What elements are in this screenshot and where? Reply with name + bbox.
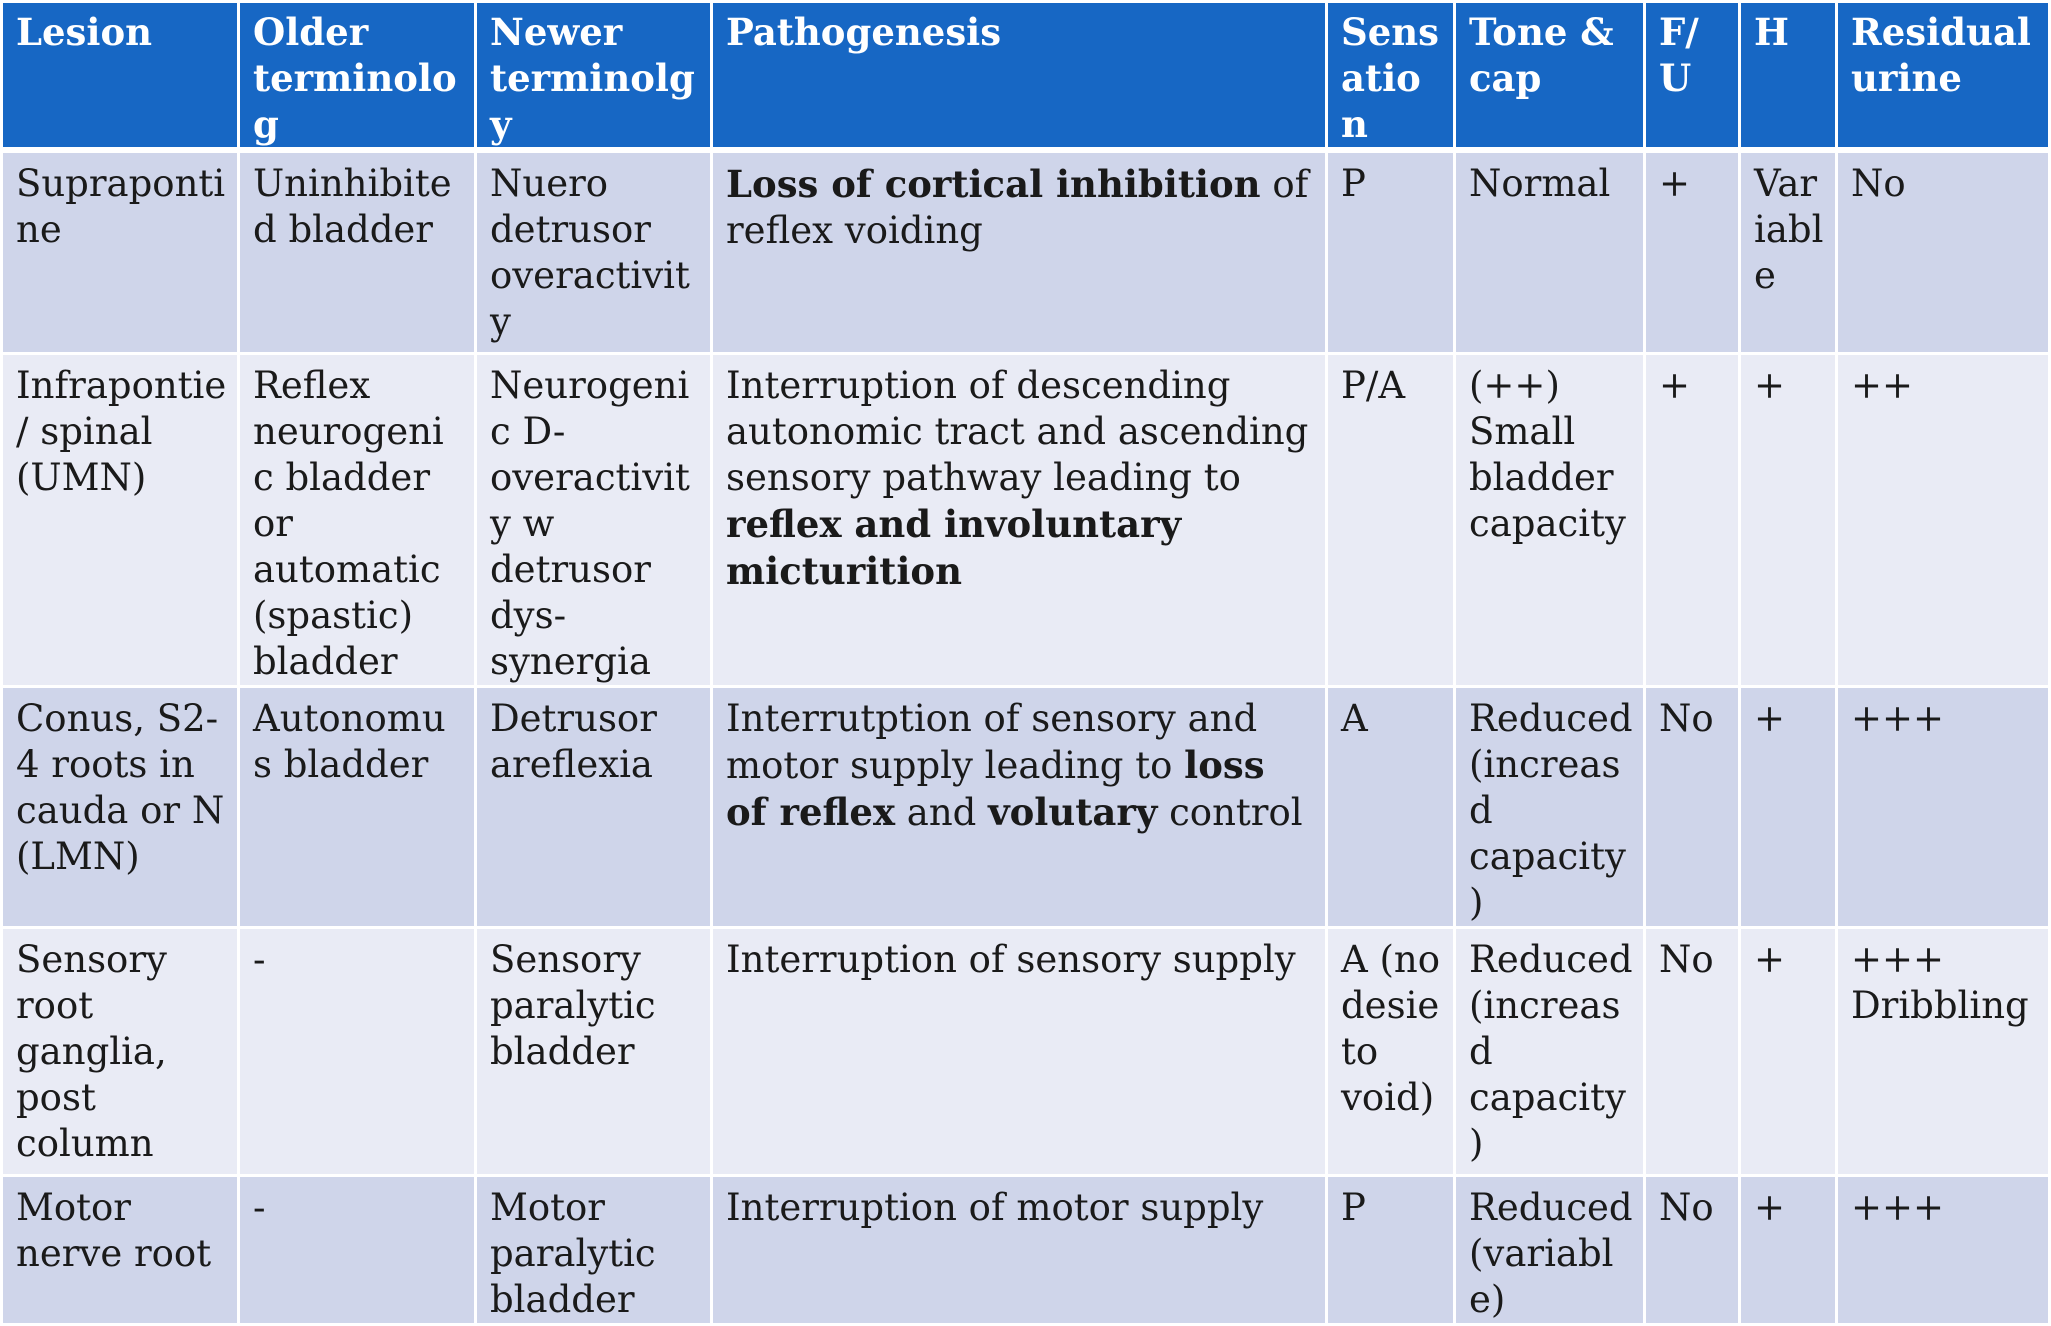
patho-bold: reflex and involuntary micturition (726, 502, 1182, 593)
cell-newer: Detrusor areflexia (476, 687, 712, 928)
cell-newer: Neurogenic D- overactivity w detrusor dys- synergia (476, 354, 712, 687)
patho-text: Interruption of descending autonomic tract and ascending sensory pathway leading to (726, 364, 1309, 499)
patho-text: control (1157, 791, 1303, 834)
cell-h: Variable (1740, 150, 1837, 354)
cell-h: + (1740, 687, 1837, 928)
cell-sensation: P (1327, 150, 1455, 354)
cell-pathogenesis (712, 354, 1327, 687)
header-residual-urine: Residual urine (1837, 2, 2050, 151)
cell-newer: Motor paralytic bladder (476, 1176, 712, 1325)
cell-tone: (++) Small bladder capacity (1455, 354, 1645, 687)
cell-sensation: A (no desie to void) (1327, 928, 1455, 1176)
table-row (2, 1176, 2050, 1325)
cell-older: - (239, 928, 476, 1176)
cell-residual: ++ (1837, 354, 2050, 687)
cell-lesion: Infrapontie/ spinal (UMN) (2, 354, 239, 687)
header-newer-terminology: Newer terminolgy (476, 2, 712, 151)
header-tone-cap: Tone & cap (1455, 2, 1645, 151)
header-row (2, 2, 2050, 151)
cell-pathogenesis (712, 150, 1327, 354)
cell-pathogenesis (712, 928, 1327, 1176)
table-row (2, 928, 2050, 1176)
header-older-terminology: Older terminolog (239, 2, 476, 151)
cell-lesion: Conus, S2-4 roots in cauda or N (LMN) (2, 687, 239, 928)
cell-tone: Reduced (variable) (1455, 1176, 1645, 1325)
cell-fu: No (1645, 1176, 1740, 1325)
patho-text: Interrutption of sensory and motor supply leading to (726, 697, 1258, 787)
cell-sensation: P (1327, 1176, 1455, 1325)
cell-fu: No (1645, 928, 1740, 1176)
cell-sensation: A (1327, 687, 1455, 928)
cell-older: - (239, 1176, 476, 1325)
cell-newer: Nuero detrusor overactivity (476, 150, 712, 354)
patho-bold: loss of reflex (726, 743, 1265, 834)
cell-older: Reflex neurogenic bladder or automatic (spastic) bladder (239, 354, 476, 687)
table-row (2, 687, 2050, 928)
cell-fu: No (1645, 687, 1740, 928)
header-sensation: Sens ation (1327, 2, 1455, 151)
cell-lesion: Motor nerve root (2, 1176, 239, 1325)
cell-pathogenesis (712, 687, 1327, 928)
patho-bold: volutary (988, 790, 1158, 834)
cell-sensation: P/A (1327, 354, 1455, 687)
cell-newer: Sensory paralytic bladder (476, 928, 712, 1176)
cell-older: Uninhibited bladder (239, 150, 476, 354)
patho-text: and (895, 791, 989, 834)
header-lesion: Lesion (2, 2, 239, 151)
cell-fu: + (1645, 354, 1740, 687)
cell-h: + (1740, 354, 1837, 687)
cell-residual: No (1837, 150, 2050, 354)
cell-residual: +++ (1837, 1176, 2050, 1325)
table-row (2, 150, 2050, 354)
header-fu: F/ U (1645, 2, 1740, 151)
cell-pathogenesis (712, 1176, 1327, 1325)
cell-h: + (1740, 928, 1837, 1176)
header-h: H (1740, 2, 1837, 151)
patho-text: of reflex voiding (726, 163, 1309, 252)
table-row (2, 354, 2050, 687)
cell-tone: Normal (1455, 150, 1645, 354)
cell-residual: +++ Dribbling (1837, 928, 2050, 1176)
cell-lesion: Sensory root ganglia, post column (2, 928, 239, 1176)
cell-h: + (1740, 1176, 1837, 1325)
cell-residual: +++ (1837, 687, 2050, 928)
patho-bold: Loss of cortical inhibition (726, 162, 1261, 206)
cell-fu: + (1645, 150, 1740, 354)
header-pathogenesis: Pathogenesis (712, 2, 1327, 151)
patho-text: Interruption of motor supply (726, 1186, 1264, 1229)
cell-tone: Reduced (increasd capacity) (1455, 687, 1645, 928)
cell-lesion: Suprapontine (2, 150, 239, 354)
cell-older: Autonomus bladder (239, 687, 476, 928)
cell-tone: Reduced (increasd capacity) (1455, 928, 1645, 1176)
patho-text: Interruption of sensory supply (726, 938, 1296, 981)
